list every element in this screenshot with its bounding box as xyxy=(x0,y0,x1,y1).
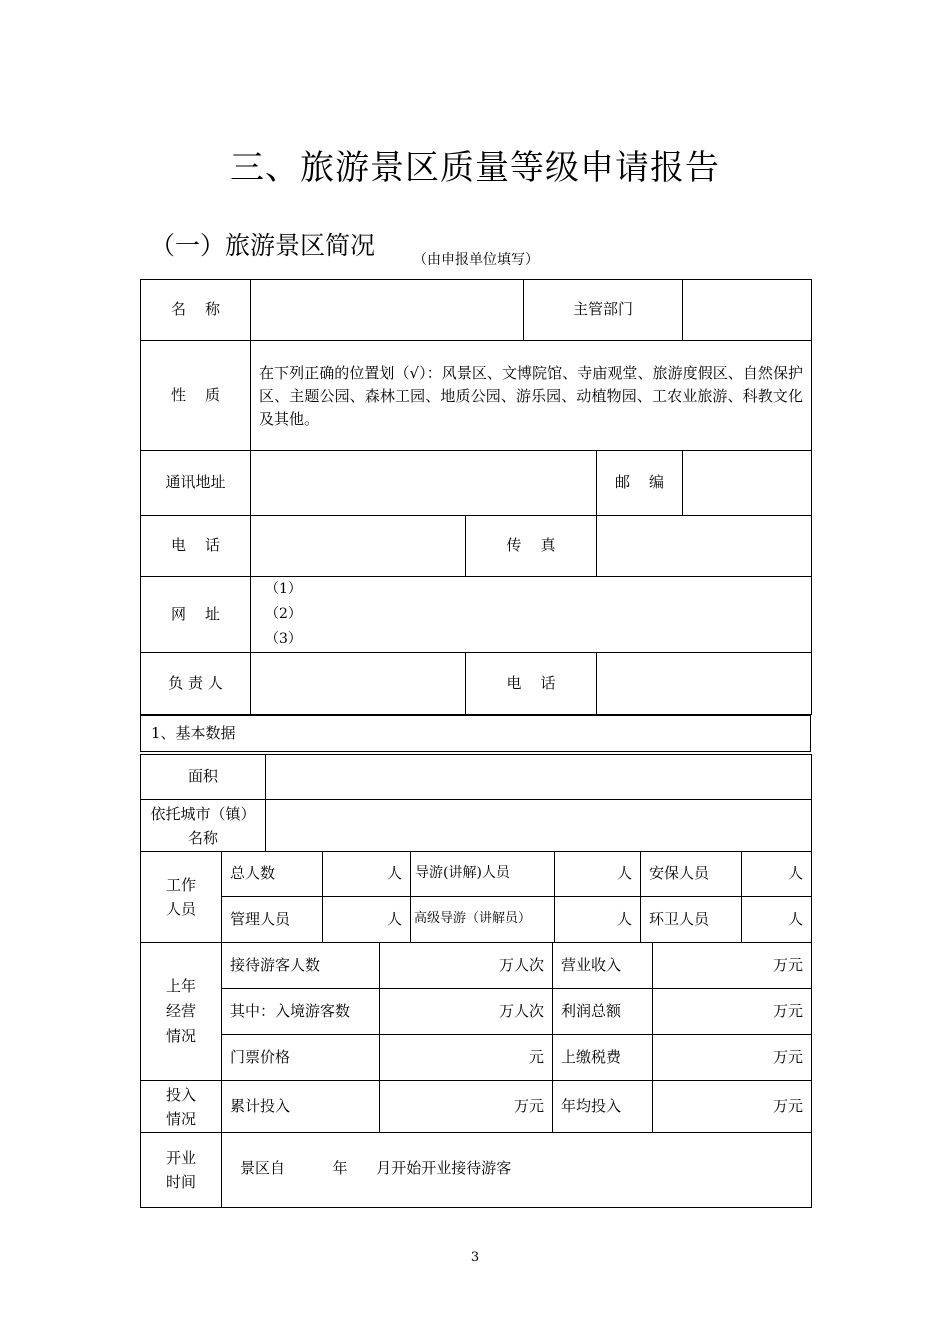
total-investment-field[interactable]: 万元 xyxy=(380,1081,553,1133)
operations-table xyxy=(140,942,812,1208)
profit-field[interactable]: 万元 xyxy=(653,989,812,1035)
name-label: 名 称 xyxy=(141,280,251,341)
person-phone-field[interactable] xyxy=(597,653,812,715)
basic-data-heading: 1、基本数据 xyxy=(141,716,811,752)
section-note: （由申报单位填写） xyxy=(413,252,539,268)
opening-label xyxy=(141,1133,222,1208)
mgmt-staff-label: 管理人员 xyxy=(222,897,323,943)
operation-label-line-3: 情况 xyxy=(165,1027,196,1045)
area-label: 面积 xyxy=(141,755,266,800)
sanitation-staff-field[interactable]: 人 xyxy=(742,897,812,943)
section-heading: （一）旅游景区简况 xyxy=(150,231,376,260)
website-line-1: （1） xyxy=(265,581,302,597)
page-number: 3 xyxy=(470,1250,480,1265)
guide-staff-label: 导游(讲解)人员 xyxy=(411,852,555,897)
dept-field[interactable] xyxy=(683,280,812,341)
visitors-label: 接待游客人数 xyxy=(222,943,380,989)
annual-investment-label: 年均投入 xyxy=(553,1081,653,1133)
tax-label: 上缴税费 xyxy=(553,1035,653,1081)
staff-label xyxy=(141,852,222,943)
revenue-label: 营业收入 xyxy=(553,943,653,989)
nature-options[interactable]: 在下列正确的位置划（√）：风景区、文博院馆、寺庙观堂、旅游度假区、自然保护区、主题公园、森林工园、地质公园、游乐园、动植物园、工农业旅游、科教文化及其他。 xyxy=(251,341,812,451)
total-investment-label: 累计投入 xyxy=(222,1081,380,1133)
phone-field[interactable] xyxy=(251,516,466,577)
ticket-field[interactable]: 元 xyxy=(380,1035,553,1081)
phone-label: 电 话 xyxy=(141,516,251,577)
operation-label xyxy=(141,943,222,1081)
mgmt-staff-field[interactable]: 人 xyxy=(323,897,411,943)
inbound-label: 其中：入境游客数 xyxy=(222,989,380,1035)
city-label-line-2: 名称 xyxy=(187,828,218,847)
dept-label: 主管部门 xyxy=(524,280,683,341)
nature-label: 性 质 xyxy=(141,341,251,451)
tax-field[interactable]: 万元 xyxy=(653,1035,812,1081)
security-staff-field[interactable]: 人 xyxy=(742,852,812,897)
postcode-field[interactable] xyxy=(683,451,812,516)
profit-label: 利润总额 xyxy=(553,989,653,1035)
person-label: 负 责 人 xyxy=(141,653,251,715)
city-label-line-1: 依托城市（镇） xyxy=(150,804,256,823)
name-field[interactable] xyxy=(251,280,524,341)
senior-guide-field[interactable]: 人 xyxy=(555,897,641,943)
address-label: 通讯地址 xyxy=(141,451,251,516)
total-staff-label: 总人数 xyxy=(222,852,323,897)
staff-table xyxy=(140,851,812,943)
website-field[interactable] xyxy=(251,577,812,653)
person-phone-label: 电 话 xyxy=(466,653,597,715)
city-field[interactable] xyxy=(266,800,812,852)
area-field[interactable] xyxy=(266,755,812,800)
info-table xyxy=(140,279,812,715)
ticket-label: 门票价格 xyxy=(222,1035,380,1081)
guide-staff-field[interactable]: 人 xyxy=(555,852,641,897)
basic-heading-table xyxy=(140,715,811,752)
security-staff-label: 安保人员 xyxy=(641,852,742,897)
revenue-field[interactable]: 万元 xyxy=(653,943,812,989)
visitors-field[interactable]: 万人次 xyxy=(380,943,553,989)
person-field[interactable] xyxy=(251,653,466,715)
sanitation-staff-label: 环卫人员 xyxy=(641,897,742,943)
area-table xyxy=(140,754,812,852)
website-line-2: （2） xyxy=(265,606,302,622)
fax-label: 传 真 xyxy=(466,516,597,577)
investment-label-line-2: 情况 xyxy=(165,1109,196,1128)
senior-guide-label: 高级导游（讲解员） xyxy=(411,897,555,943)
annual-investment-field[interactable]: 万元 xyxy=(653,1081,812,1133)
staff-label-line-2: 人员 xyxy=(165,900,196,918)
city-label xyxy=(141,800,266,852)
total-staff-field[interactable]: 人 xyxy=(323,852,411,897)
opening-label-line-1: 开业 xyxy=(165,1149,196,1167)
address-field[interactable] xyxy=(251,451,597,516)
opening-label-line-2: 时间 xyxy=(165,1173,196,1191)
opening-field[interactable]: 景区自 年 月开始开业接待游客 xyxy=(222,1133,812,1208)
fax-field[interactable] xyxy=(597,516,812,577)
postcode-label: 邮 编 xyxy=(597,451,683,516)
website-label: 网 址 xyxy=(141,577,251,653)
investment-label xyxy=(141,1081,222,1133)
operation-label-line-2: 经营 xyxy=(165,1002,196,1020)
operation-label-line-1: 上年 xyxy=(165,977,196,995)
staff-label-line-1: 工作 xyxy=(165,876,196,894)
investment-label-line-1: 投入 xyxy=(165,1085,196,1104)
inbound-field[interactable]: 万人次 xyxy=(380,989,553,1035)
page-title: 三、旅游景区质量等级申请报告 xyxy=(230,148,720,188)
website-line-3: （3） xyxy=(265,631,302,647)
